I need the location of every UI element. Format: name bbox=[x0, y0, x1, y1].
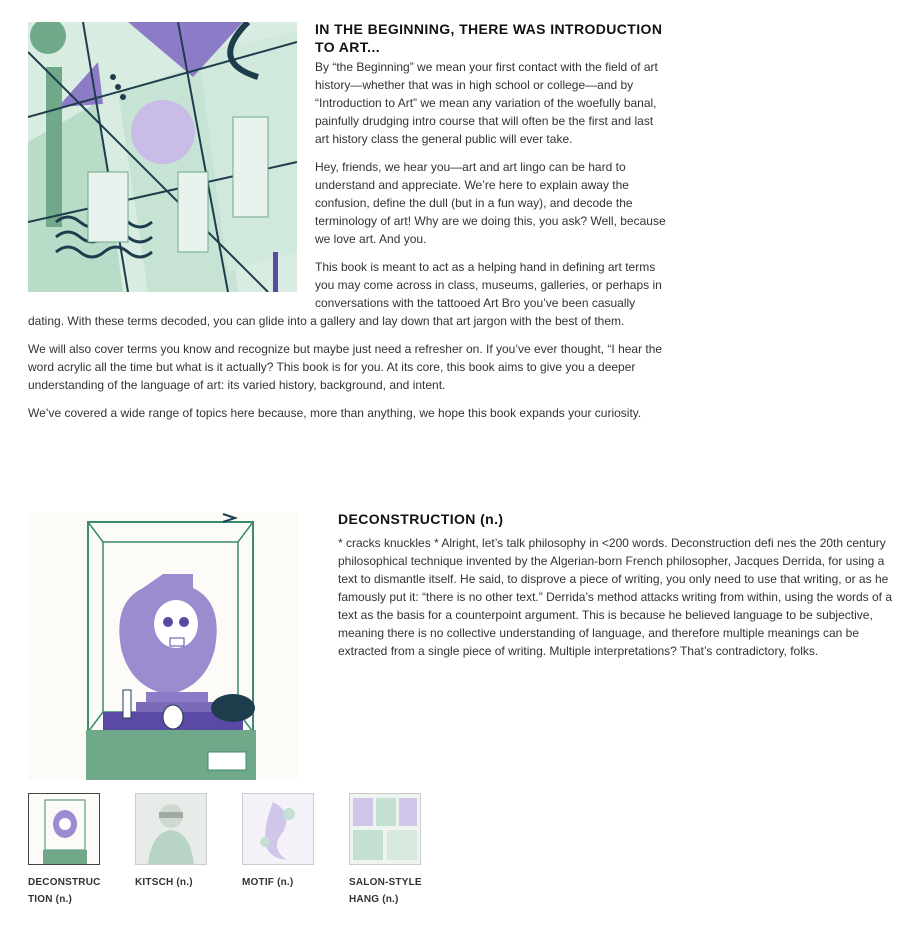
thumbnail-salon-style-hang[interactable] bbox=[349, 793, 439, 908]
thumbnail-motif[interactable] bbox=[242, 793, 332, 891]
art-history-collage-image bbox=[28, 22, 297, 292]
deconstruction-title: DECONSTRUCTION (n.) bbox=[338, 511, 504, 527]
intro-title: IN THE BEGINNING, THERE WAS INTRODUCTION TO ART... bbox=[315, 21, 663, 55]
thumbnail-label: DECONSTRUC TION (n.) bbox=[28, 877, 101, 905]
thumbnail-image[interactable] bbox=[135, 793, 207, 865]
intro-paragraph-3: This book is meant to act as a helping hand in defining art terms you may come across in class, museums, galleries, or perhaps in conversations with the tattooed Art Bro you’ve been casually dating. With these terms decoded, you can glide into a gallery and lay down that art jargon with the best of them. bbox=[28, 260, 662, 328]
thumbnail-label: KITSCH (n.) bbox=[135, 877, 193, 888]
intro-paragraph-5: We’ve covered a wide range of topics here because, more than anything, we hope this book expands your curiosity. bbox=[28, 406, 642, 420]
thumbnail-strip bbox=[28, 793, 448, 913]
thumbnail-label: SALON-STYLE HANG (n.) bbox=[349, 877, 422, 905]
deconstruction-text bbox=[338, 510, 893, 674]
vase-skull-illustration bbox=[28, 512, 298, 780]
thumbnail-image[interactable] bbox=[28, 793, 100, 865]
thumbnail-image[interactable] bbox=[349, 793, 421, 865]
thumbnail-image[interactable] bbox=[242, 793, 314, 865]
intro-paragraph-4: We will also cover terms you know and recognize but maybe just need a refresher on. If you’ve ever thought, “I hear the word acrylic all the time but what is it actually? This book is for you. At its core, this book aims to give you a deeper understanding of the language of art: its varied history, background, and intent. bbox=[28, 342, 663, 392]
thumbnail-kitsch[interactable] bbox=[135, 793, 225, 891]
deconstruction-image bbox=[28, 512, 298, 780]
intro-paragraph-1: By “the Beginning” we mean your first contact with the field of art history—whether that was in high school or college—and by “Introduction to Art” we mean any variation of the woefully banal, painfully drudging intro course that will often be the first and last art history class the general public will ever take. bbox=[315, 60, 658, 146]
thumbnail-deconstruction[interactable] bbox=[28, 793, 118, 908]
collage-illustration bbox=[28, 22, 297, 292]
intro-paragraph-2: Hey, friends, we hear you—art and art lingo can be hard to understand and appreciate. We’re here to explain away the confusion, define the dull (but in a fun way), and decode the terminology of art! Why are we doing this, you ask? Well, because we love art. And you. bbox=[315, 160, 666, 246]
thumbnail-label: MOTIF (n.) bbox=[242, 877, 294, 888]
intro-section bbox=[28, 20, 668, 432]
deconstruction-body: * cracks knuckles * Alright, let’s talk philosophy in <200 words. Deconstruction defi nes the 20th century philosophical technique invented by the Algerian-born French philosopher, Jacques Derrida, for using a text to dismantle itself. He said, to disprove a piece of writing, you only need to use that writing, or as he famously put it: “there is no other text.” Derrida’s method attacks writing from within, using the words of a text as the basis for a counterpoint argument. This is because he believed language to be subjective, meaning there is no collective understanding of language, and therefore multiple meanings can be extracted from a single piece of writing. Multiple interpretations? That’s contradictory, folks. bbox=[338, 536, 893, 658]
